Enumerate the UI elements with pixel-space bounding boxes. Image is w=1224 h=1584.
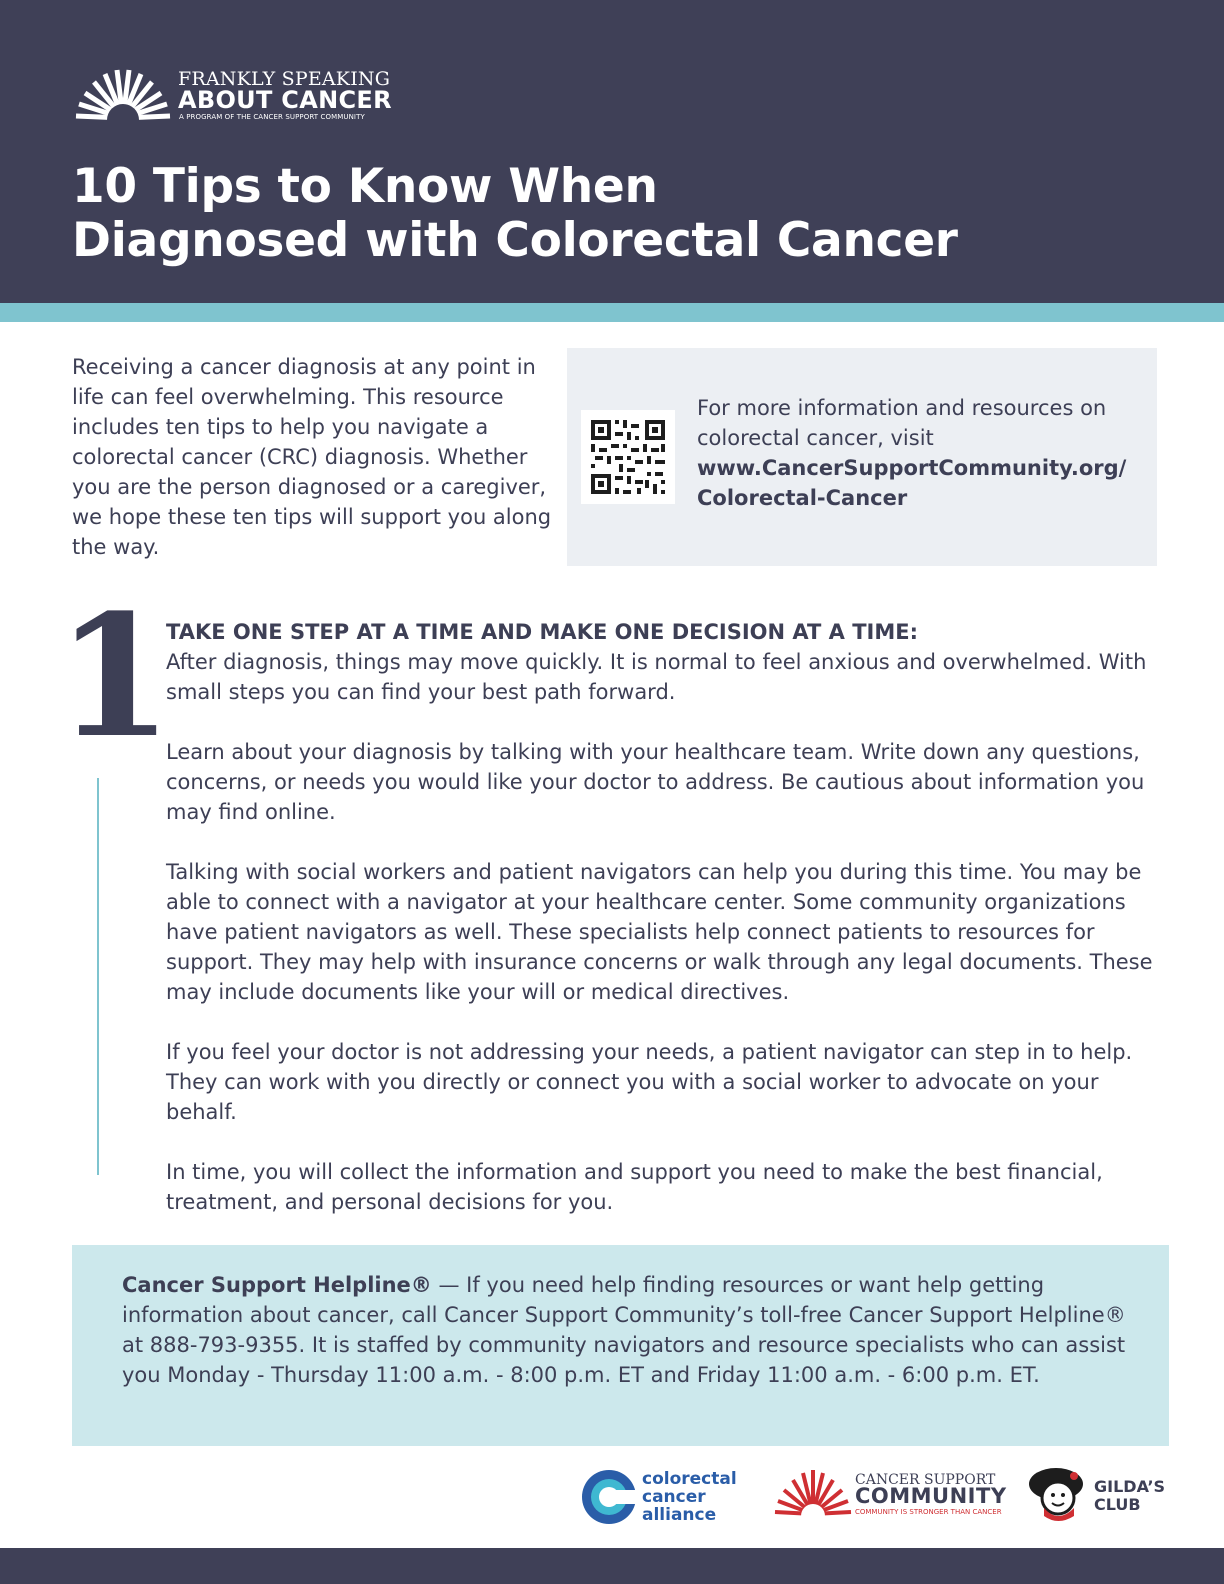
qr-code-graphic: [581, 410, 675, 504]
resource-link[interactable]: [697, 453, 1152, 513]
resource-link-line-1: www.CancerSupportCommunity.org/: [697, 456, 1127, 480]
tip-paragraph: After diagnosis, things may move quickly. It is normal to feel anxious and overwhelmed. With small steps you can find your best path forward.: [166, 650, 1147, 704]
logo-tagline: A PROGRAM OF THE CANCER SUPPORT COMMUNITY: [179, 113, 365, 121]
info-text: [697, 393, 1152, 513]
gildas-club-logo: [1028, 1462, 1178, 1532]
qr-code-icon[interactable]: [581, 410, 675, 504]
csc-sunburst-icon: [773, 1468, 853, 1518]
helpline-text: [122, 1270, 1137, 1390]
colorectal-cancer-alliance-logo: [580, 1462, 750, 1532]
page-title: [72, 160, 1072, 268]
info-description: For more information and resources on colorectal cancer, visit: [697, 396, 1107, 450]
cca-c-icon: [580, 1466, 636, 1528]
helpline-box: [72, 1245, 1169, 1446]
tip-paragraph: In time, you will collect the information and support you need to make the best financial, treatment, and personal decisions for you.: [166, 1160, 1103, 1214]
cca-line-1: colorectal: [642, 1469, 737, 1489]
teal-divider-band: [0, 303, 1224, 322]
gilda-line-2: CLUB: [1094, 1495, 1141, 1514]
footer-band: [0, 1548, 1224, 1584]
intro-paragraph: Receiving a cancer diagnosis at any point in life can feel overwhelming. This resource includes ten tips to help you navigate a colorectal cancer (CRC) diagnosis. Whether you are the person diagnosed or a caregiver, we hope these ten tips will support you along the way.: [72, 355, 552, 559]
helpline-body: — If you need help finding resources or want help getting information about cancer, call Cancer Support Community’s toll-free Cancer Support Helpline® at 888-793-9355. It is staffed by community navigators and resource specialists who can assist you Monday - Thursday 11:00 a.m. - 8:00 p.m. ET and Friday 11:00 a.m. - 6:00 p.m. ET.: [122, 1273, 1126, 1387]
tip-section: [166, 617, 1156, 1247]
title-line-2: Diagnosed with Colorectal Cancer: [72, 213, 958, 268]
tip-number: 1: [56, 577, 173, 775]
frankly-speaking-logo: [72, 68, 412, 124]
gilda-wordmark: [1094, 1478, 1165, 1514]
cca-line-3: alliance: [642, 1505, 717, 1525]
header-banner: [0, 0, 1224, 303]
sunburst-logo-icon: [72, 68, 174, 122]
cca-wordmark: [642, 1470, 737, 1524]
resource-link-line-2: Colorectal-Cancer: [697, 486, 908, 510]
gilda-portrait-icon: [1028, 1464, 1088, 1524]
tip-paragraph: If you feel your doctor is not addressing your needs, a patient navigator can step in to help. They can work with you directly or connect you with a social worker to advocate on your behalf.: [166, 1040, 1133, 1124]
gilda-line-1: GILDA’S: [1094, 1477, 1166, 1496]
title-line-1: 10 Tips to Know When: [72, 159, 658, 214]
tip-heading: TAKE ONE STEP AT A TIME AND MAKE ONE DECISION AT A TIME:: [166, 620, 918, 644]
cancer-support-community-logo: [773, 1462, 1007, 1532]
logo-line-2: ABOUT CANCER: [178, 86, 392, 114]
info-box: [567, 348, 1157, 566]
tip-paragraph: Talking with social workers and patient navigators can help you during this time. You may be able to connect with a navigator at your healthcare center. Some community organizations have patient navigators as well. These specialists help connect patients to resources for support. They may help with insurance concerns or walk through any legal documents. These may include documents like your will or medical directives.: [166, 860, 1153, 1004]
csc-line-2: COMMUNITY: [855, 1484, 1007, 1508]
tip-accent-line: [97, 778, 99, 1175]
logo-line-1: FRANKLY SPEAKING: [178, 68, 391, 90]
helpline-label: Cancer Support Helpline®: [122, 1273, 432, 1297]
csc-line-1: CANCER SUPPORT: [855, 1472, 996, 1488]
tip-paragraph: Learn about your diagnosis by talking with your healthcare team. Write down any questions, concerns, or needs you would like your doctor to address. Be cautious about information you may find online.: [166, 740, 1145, 824]
cca-line-2: cancer: [642, 1487, 706, 1507]
csc-tagline: COMMUNITY IS STRONGER THAN CANCER: [855, 1508, 1002, 1516]
